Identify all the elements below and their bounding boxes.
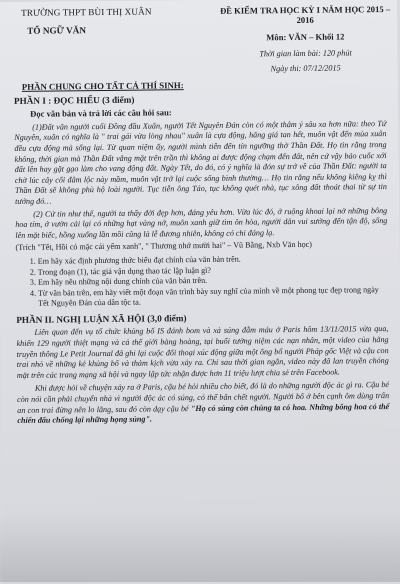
question-list [16, 253, 389, 310]
reading-paragraph-1: (1)Đất văn người cuối Đồng đầu Xuân, người Tết Nguyên Đán còn có một thâm ý sâu xa hơn nữa: theo Tứ Nguyên, xuân có nghĩa là " trai gái vừa lòng nhau" xuân là cựa động, hăng giá tan hết, muôn vật đến mùa xuân đều cựa động mà sống lại. Từ quan niệm ấy, người mình tiễn đến tín ngưỡng thờ Thần Đất. Họ tin rằng trong không, thời gian mà Thần Đất vắng mặt trên trần thì không ai được động chạm đến đất, nên cứ vậy bảo cuốc xới đất lên hay gặt gạo làm cho vang động đất. Ngày Tết, do đó, có ý nghĩa là đón sự trở về của Thần Đất: người ta chờ lúc cây cối đâm lộc này mầm, muôn vật trở lại cuộc sống bình thường… Họ tin rằng nếu không kiêng kỵ thì Thần Đất sẽ không phù hộ loài người. Tục tiễn ông Táo, tục không quét nhà, tục xông đất thoát thai từ sự tin tưởng đó… [14, 119, 387, 208]
part1-title: PHẦN I : ĐỌC HIỂU (3 điểm) [14, 92, 386, 106]
reading-paragraph-2: (2) Cứ tin như thế, người ta thấy đời đẹp hơn, đáng yêu hơn. Vừa lúc đó, ở ruộng khoai lại nở những bông hoa tím, ở vườn cải lại có những hạt vàng nở, muôn xanh giữ tìm ôn hòa, người dân vui sướng đến tận độ, sống lên mặt biếc, hồng xuống lần mồi cũng là lễ đương nhiên, không có chi đáng lạ. [15, 206, 387, 242]
school-header [21, 6, 171, 36]
exam-body [14, 78, 390, 427]
question-item: 2. Trong đoạn (1), tác giả vận dụng thao tác lập luận gì? [30, 264, 388, 278]
exam-time: Thời gian làm bài: 120 phút [213, 48, 397, 59]
essay-paragraph-2 [17, 380, 389, 426]
question-item: 1. Em hãy xác định phương thức biểu đạt chính của văn bản trên. [30, 253, 388, 267]
essay-quote: "Họ có súng còn chúng ta có hoa. Những bông hoa có thể chiến đấu chống lại những họng súng". [17, 402, 389, 425]
exam-date: Ngày thi: 07/12/2015 [214, 63, 398, 74]
exam-subject: Môn: VĂN – Khối 12 [213, 31, 397, 43]
question-item: 3. Em hãy nêu những nội dung chính của văn bản trên. [30, 274, 388, 288]
department-name: TỔ NGỮ VĂN [27, 24, 171, 36]
essay-paragraph-2-lead: Khi được hỏi về chuyện xảy ra ở Paris, cậu bé hỏi nhiều cho biết, đó là do những người độc ác gì ra. Cậu bé còn nói cần phải chuyển nhà vì người độc ác có súng, có thể bắn chết người. Người bố ở bên cạnh ôm dùng trấn an con trai đừng nên lo lắng, sau đó còn dạy cậu bé [17, 380, 389, 414]
question-item: 4. Từ văn bản trên, em hãy viết một đoạn văn trình bày suy nghĩ của mình về một phong tục đẹp trong ngày Tết Nguyên Đán của dân tộc ta. [30, 285, 388, 310]
part2-title: PHẦN II. NGHỊ LUẬN XÃ HỘI (3,0 điểm) [16, 311, 388, 325]
reading-citation: (Trích "Tết, Hồi có mặc cái yếm xanh", " Thương nhớ mười hai" – Vũ Bằng, Nxb Văn học) [15, 239, 387, 253]
exam-header [213, 4, 398, 74]
common-heading: PHẦN CHUNG CHO TẤT CẢ THÍ SINH: [22, 78, 386, 92]
school-name: TRƯỜNG THPT BÙI THỊ XUÂN [21, 6, 171, 18]
essay-paragraph-1: Liên quan đến vụ tổ chức khủng bố IS đánh bom và xả súng đẫm máu ở Paris hôm 13/11/2015 vừa qua, khiến 129 người thiệt mạng và cả thế giới bàng hoàng, tại buổi tưởng niệm các nạn nhân, một video của hãng truyền thông Le Petit Journal đã ghi lại cuộc đối thoại xúc động giữa một ông bố người Pháp gốc Việt và cậu con trai nhỏ về những kẻ khủng bố và thảm kịch vừa xảy ra. Chỉ sau thời gian ngắn, video này đã lan truyền chóng mặt trên các trang mạng xã hội và ngay lập tức nhận được hơn 11 triệu lượt chia sẻ trên Facebook. [16, 324, 389, 381]
exam-title: ĐỀ KIỂM TRA HỌC KỲ I NĂM HỌC 2015 – 2016 [213, 4, 397, 26]
part1-instruction: Đọc văn bản và trả lời các câu hỏi sau: [30, 105, 386, 119]
